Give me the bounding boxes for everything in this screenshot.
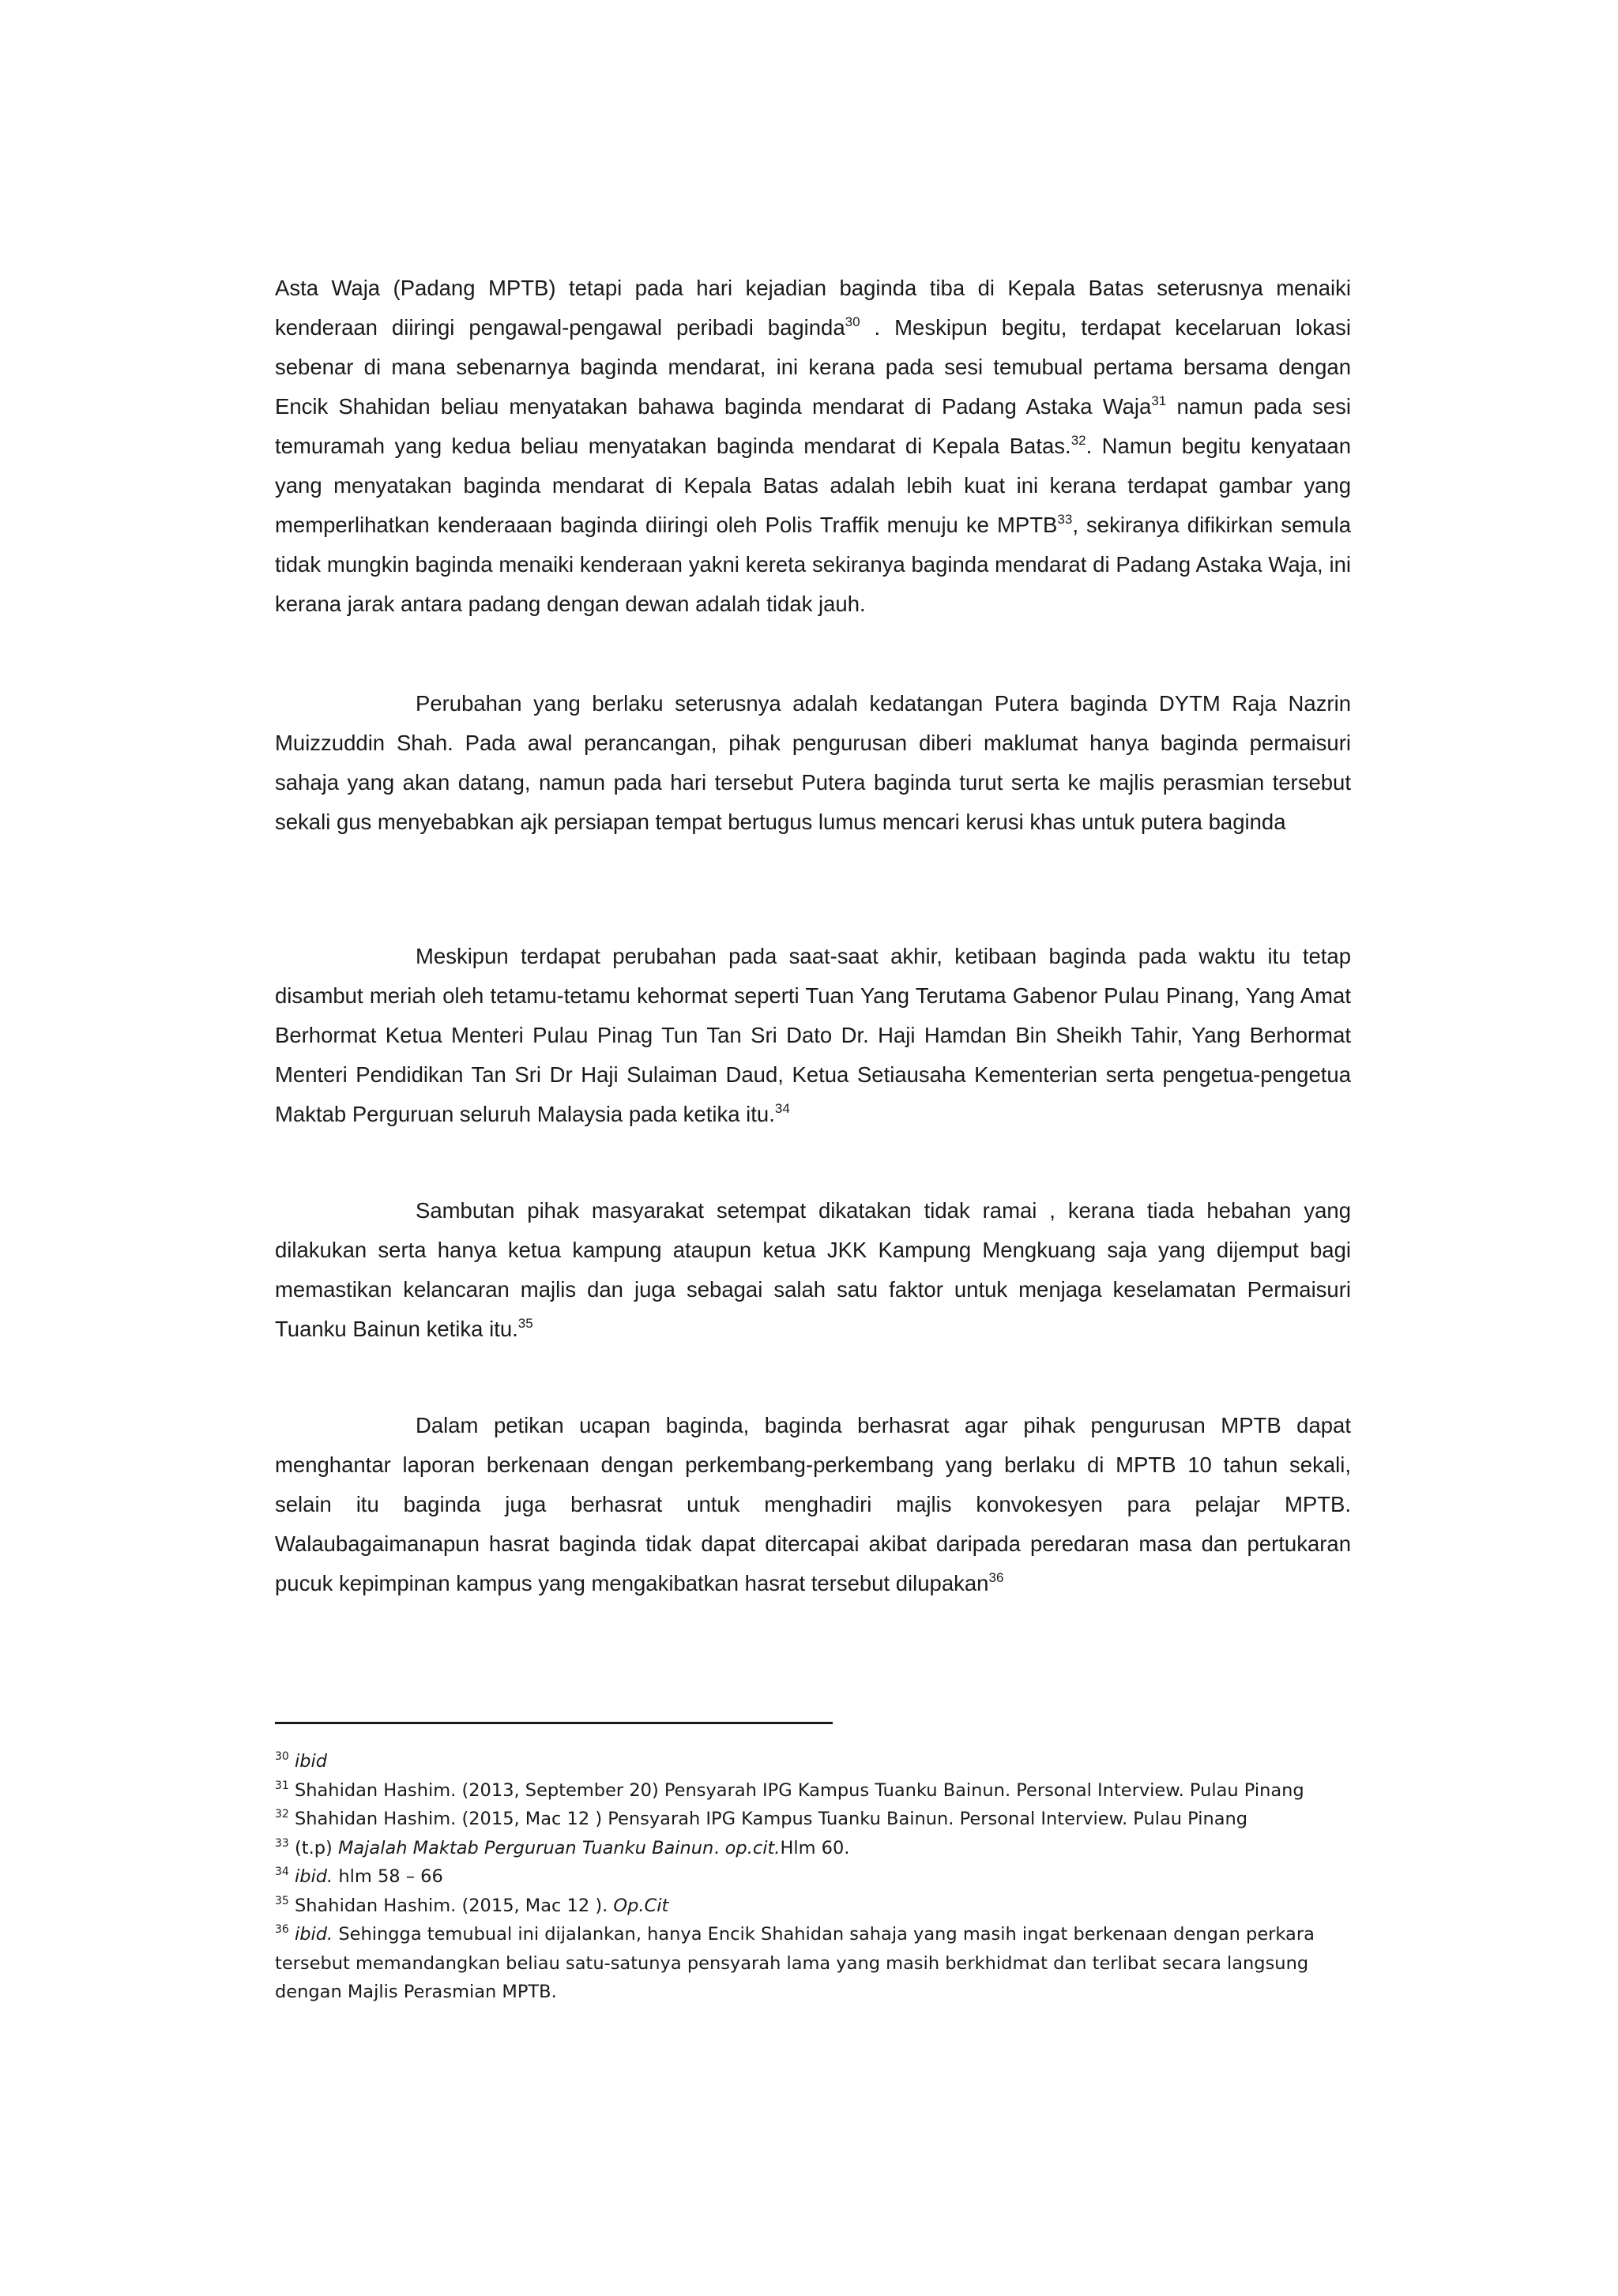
footnote-text: Hlm 60.	[780, 1837, 850, 1858]
footnote-30	[275, 1747, 1351, 1776]
footnote-text: Shahidan Hashim. (2013, September 20) Pensyarah IPG Kampus Tuanku Bainun. Personal Interview. Pulau Pinang	[288, 1779, 1304, 1801]
footnote-text: Shahidan Hashim. (2015, Mac 12 ).	[288, 1895, 614, 1916]
footnote-italic-text: ibid.	[294, 1924, 333, 1945]
paragraph-text: Sambutan pihak masyarakat setempat dikatakan tidak ramai , kerana tiada hebahan yang dilakukan serta hanya ketua kampung ataupun ketua JKK Kampung Mengkuang saja yang dijemput bagi memastikan kelancaran majlis dan juga sebagai salah satu faktor untuk menjaga keselamatan Permaisuri Tuanku Bainun ketika itu.	[275, 1198, 1351, 1341]
footnote-32	[275, 1805, 1351, 1834]
footnote-italic-text: Majalah Maktab Perguruan Tuanku Bainun	[337, 1837, 714, 1858]
footnote-text: (t.p)	[288, 1837, 338, 1858]
footnote-reference[interactable]: 31	[1151, 393, 1167, 408]
footnote-31	[275, 1776, 1351, 1806]
footnote-33	[275, 1834, 1351, 1863]
body-paragraph-3	[275, 937, 1351, 1134]
footnote-italic-text: op.cit.	[724, 1837, 781, 1858]
footnote-34	[275, 1862, 1351, 1892]
paragraph-text: . Meskipun begitu, terdapat kecelaruan lokasi sebenar di mana sebenarnya baginda mendarat, ini kerana pada sesi temubual pertama bersama dengan Encik Shahidan beliau menyatakan bahawa baginda mendarat di Padang Astaka Waja	[275, 315, 1352, 419]
footnote-number: 34	[275, 1866, 289, 1878]
body-paragraph-1	[275, 269, 1351, 624]
footnote-italic-text: ibid	[294, 1751, 328, 1772]
paragraph-text: namun pada sesi temuramah yang kedua beliau menyatakan baginda mendarat di Kepala Batas.	[275, 394, 1351, 458]
body-paragraph-4	[275, 1191, 1351, 1349]
footnote-number: 31	[275, 1779, 289, 1792]
footnote-text: Shahidan Hashim. (2015, Mac 12 ) Pensyarah IPG Kampus Tuanku Bainun. Personal Interview. Pulau Pinang	[288, 1809, 1248, 1829]
paragraph-text: Perubahan yang berlaku seterusnya adalah kedatangan Putera baginda DYTM Raja Nazrin Muizzuddin Shah. Pada awal perancangan, pihak pengurusan diberi maklumat hanya baginda permaisuri sahaja yang akan datang, namun pada hari tersebut Putera baginda turut serta ke majlis perasmian tersebut sekali gus menyebabkan ajk persiapan tempat bertugus lumus mencari kerusi khas untuk putera baginda	[275, 691, 1351, 834]
footnote-separator	[275, 1722, 833, 1724]
paragraph-text: . Namun begitu kenyataan yang menyatakan baginda mendarat di Kepala Batas adalah lebih kuat ini kerana terdapat gambar yang memperlihatkan kenderaaan baginda diiringi oleh Polis Traffik menuju ke MPTB	[275, 434, 1351, 537]
footnote-number: 30	[275, 1750, 289, 1763]
paragraph-text: Meskipun terdapat perubahan pada saat-saat akhir, ketibaan baginda pada waktu itu tetap disambut meriah oleh tetamu-tetamu kehormat seperti Tuan Yang Terutama Gabenor Pulau Pinang, Yang Amat Berhormat Ketua Menteri Pulau Pinag Tun Tan Sri Dato Dr. Haji Hamdan Bin Sheikh Tahir, Yang Berhormat Menteri Pendidikan Tan Sri Dr Haji Sulaiman Daud, Ketua Setiausaha Kementerian serta pengetua-pengetua Maktab Perguruan seluruh Malaysia pada ketika itu.	[275, 944, 1351, 1126]
footnote-text: .	[713, 1837, 725, 1858]
body-paragraph-5	[275, 1406, 1351, 1603]
footnote-text	[289, 1924, 295, 1945]
footnote-number: 32	[275, 1808, 289, 1821]
footnote-reference[interactable]: 32	[1071, 433, 1086, 448]
footnote-italic-text: Op.Cit	[613, 1895, 669, 1916]
footnote-number: 33	[275, 1836, 289, 1850]
footnote-reference[interactable]: 30	[845, 314, 860, 329]
footnotes-section	[275, 1747, 1351, 2007]
paragraph-text: Asta Waja (Padang MPTB) tetapi pada hari kejadian baginda tiba di Kepala Batas seterusnya menaiki kenderaan diiringi pengawal-pengawal peribadi baginda	[275, 276, 1351, 340]
footnote-text: Sehingga temubual ini dijalankan, hanya Encik Shahidan sahaja yang masih ingat berkenaan dengan perkara tersebut memandangkan beliau satu-satunya pensyarah lama yang masih berkhidmat dan terlibat secara langsung dengan Majlis Perasmian MPTB.	[275, 1924, 1315, 2002]
body-paragraph-2	[275, 684, 1351, 842]
footnote-number: 36	[275, 1923, 289, 1936]
footnote-36	[275, 1920, 1351, 2007]
footnote-reference[interactable]: 33	[1057, 512, 1073, 527]
footnote-reference[interactable]: 36	[988, 1570, 1004, 1585]
footnote-reference[interactable]: 34	[774, 1101, 790, 1116]
footnote-text	[289, 1866, 295, 1887]
footnote-number: 35	[275, 1894, 289, 1907]
footnote-reference[interactable]: 35	[517, 1316, 533, 1331]
paragraph-text: , sekiranya difikirkan semula tidak mungkin baginda menaiki kenderaan yakni kereta sekiranya baginda mendarat di Padang Astaka Waja, ini kerana jarak antara padang dengan dewan adalah tidak jauh.	[275, 513, 1352, 616]
paragraph-text: Dalam petikan ucapan baginda, baginda berhasrat agar pihak pengurusan MPTB dapat menghantar laporan berkenaan dengan perkembang-perkembang yang berlaku di MPTB 10 tahun sekali, selain itu baginda juga berhasrat untuk menghadiri majlis konvokesyen para pelajar MPTB. Walaubagaimanapun hasrat baginda tidak dapat ditercapai akibat daripada peredaran masa dan pertukaran pucuk kepimpinan kampus yang mengakibatkan hasrat tersebut dilupakan	[275, 1413, 1351, 1595]
footnote-35	[275, 1892, 1351, 1921]
footnote-text: hlm 58 – 66	[333, 1866, 443, 1887]
footnote-italic-text: ibid.	[294, 1866, 333, 1887]
